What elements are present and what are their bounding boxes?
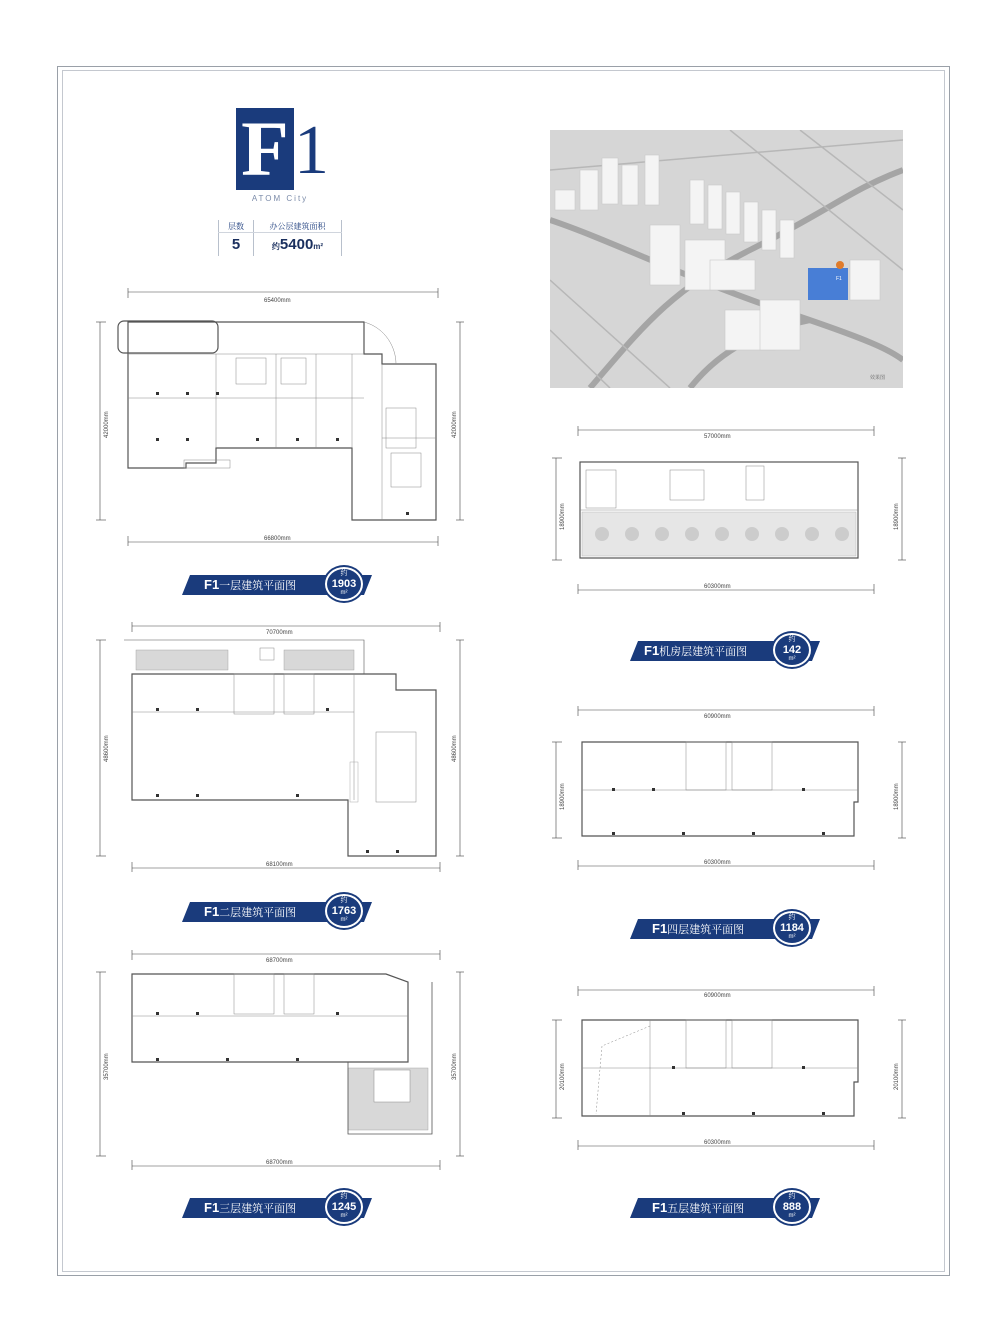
floor5-dim-right: 20100mm	[894, 1063, 900, 1090]
floor2-plan	[96, 622, 466, 874]
floor3-dim-left: 35700mm	[104, 1053, 110, 1080]
floor5-dim-top: 60900mm	[704, 993, 731, 999]
aerial-marker: F1	[836, 276, 842, 282]
floor3-dim-right: 35700mm	[452, 1053, 458, 1080]
logo-subtitle: ATOM City	[251, 194, 309, 203]
floor1-plan	[96, 288, 466, 548]
area-stat	[254, 220, 342, 256]
machine-room-plan	[552, 426, 912, 598]
floors-value: 5	[231, 236, 241, 253]
area-label: 办公层建筑面积	[269, 222, 326, 231]
area-badge: 约 1184 m²	[771, 909, 813, 947]
area-badge: 约 888 m²	[771, 1188, 813, 1226]
f1-building-highlight	[808, 268, 848, 300]
aerial-caption: 效果图	[870, 375, 886, 381]
floor4-dim-bottom: 60300mm	[704, 860, 731, 866]
machine-dim-top: 57000mm	[704, 434, 731, 440]
area-prefix: 约	[271, 242, 280, 251]
area-unit: m²	[313, 242, 324, 251]
floors-stat	[218, 220, 254, 256]
machine-dim-right: 18900mm	[894, 503, 900, 530]
area-value-line	[254, 236, 341, 253]
floor1-dim-left: 42000mm	[104, 411, 110, 438]
floor4-plan	[552, 706, 912, 874]
floor4-dim-top: 60900mm	[704, 714, 731, 720]
logo-letter: F	[236, 108, 294, 190]
floor2-dim-bottom: 68100mm	[266, 862, 293, 868]
label-text: F1一层建筑平面图	[204, 577, 297, 592]
floor1-dim-bottom: 66800mm	[264, 536, 291, 542]
f1-logo	[236, 105, 329, 192]
aerial-rendering	[550, 130, 903, 388]
floors-label: 层数	[228, 222, 244, 231]
floor5-plan	[552, 986, 912, 1154]
logo-number: 1	[294, 112, 329, 189]
floor2-dim-right: 48600mm	[452, 735, 458, 762]
area-badge: 约 1903 m²	[323, 565, 365, 603]
area-badge: 约 142 m²	[771, 631, 813, 669]
floor5-dim-left: 20100mm	[560, 1063, 566, 1090]
floor1-dim-right: 42000mm	[452, 411, 458, 438]
floor4-dim-left: 18900mm	[560, 783, 566, 810]
area-value: 5400	[279, 236, 314, 253]
area-badge: 约 1245 m²	[323, 1188, 365, 1226]
label-text: F1五层建筑平面图	[652, 1200, 745, 1215]
area-badge: 约 1763 m²	[323, 892, 365, 930]
floor2-dim-top: 70700mm	[266, 630, 293, 636]
floor3-dim-top: 68700mm	[266, 958, 293, 964]
floor5-dim-bottom: 60300mm	[704, 1140, 731, 1146]
building-stats	[218, 220, 342, 256]
label-text: F1四层建筑平面图	[652, 921, 745, 936]
floor3-dim-bottom: 68700mm	[266, 1160, 293, 1166]
machine-dim-bottom: 60300mm	[704, 584, 731, 590]
floor1-dim-top: 65400mm	[264, 298, 291, 304]
label-text: F1二层建筑平面图	[204, 904, 297, 919]
floor2-dim-left: 48600mm	[104, 735, 110, 762]
stats-divider	[218, 232, 342, 233]
label-text: F1机房层建筑平面图	[644, 643, 748, 658]
label-text: F1三层建筑平面图	[204, 1200, 297, 1215]
machine-dim-left: 18900mm	[560, 503, 566, 530]
floor3-plan	[96, 950, 466, 1174]
floor4-dim-right: 18900mm	[894, 783, 900, 810]
